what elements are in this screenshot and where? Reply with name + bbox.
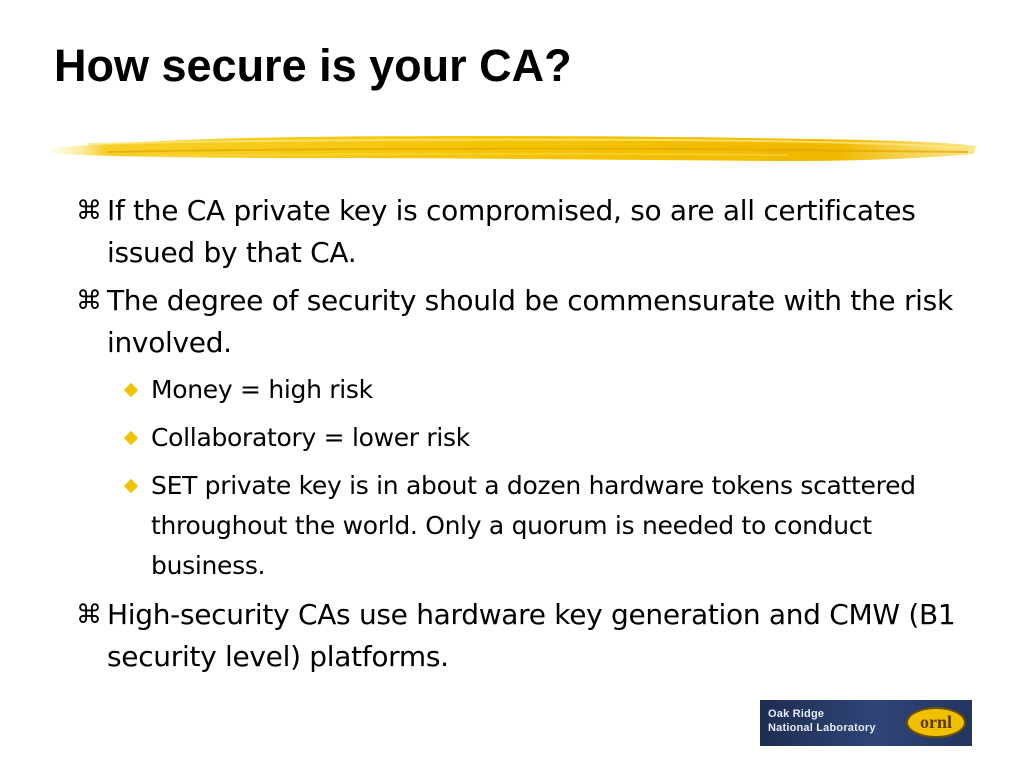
logo-text <box>768 707 876 735</box>
command-key-icon: ⌘ <box>76 196 102 226</box>
bullet-text: If the CA private key is compromised, so are all certificates issued by that CA. <box>107 194 916 269</box>
command-key-icon: ⌘ <box>76 600 102 630</box>
sub-bullet-text: Money = high risk <box>151 375 373 404</box>
bullet-text: High-security CAs use hardware key generation and CMW (B1 security level) platforms. <box>107 598 956 673</box>
brush-stroke-divider <box>48 128 978 170</box>
ornl-logo <box>760 700 972 746</box>
sub-bullet-text: Collaboratory = lower risk <box>151 423 470 452</box>
sub-bullet-text: SET private key is in about a dozen hardware tokens scattered throughout the world. Only a quorum is needed to conduct business. <box>151 471 916 580</box>
sub-bullet-item <box>126 370 976 410</box>
bullet-item <box>76 280 976 364</box>
diamond-icon <box>124 431 138 445</box>
bullet-item <box>76 594 976 678</box>
bullet-item <box>76 190 976 274</box>
sub-bullet-item <box>126 466 976 586</box>
sub-bullet-item <box>126 418 976 458</box>
logo-line-1: Oak Ridge <box>768 708 825 720</box>
logo-line-2: National Laboratory <box>768 722 876 734</box>
bullet-text: The degree of security should be commensurate with the risk involved. <box>107 284 953 359</box>
sub-bullet-list <box>76 370 976 586</box>
diamond-icon <box>124 383 138 397</box>
command-key-icon: ⌘ <box>76 286 102 316</box>
ornl-badge-icon: ornl <box>906 707 966 738</box>
bullet-list <box>76 190 976 684</box>
slide-title: How secure is your CA? <box>54 40 572 91</box>
sub-bullet-group <box>76 370 976 586</box>
diamond-icon <box>124 479 138 493</box>
